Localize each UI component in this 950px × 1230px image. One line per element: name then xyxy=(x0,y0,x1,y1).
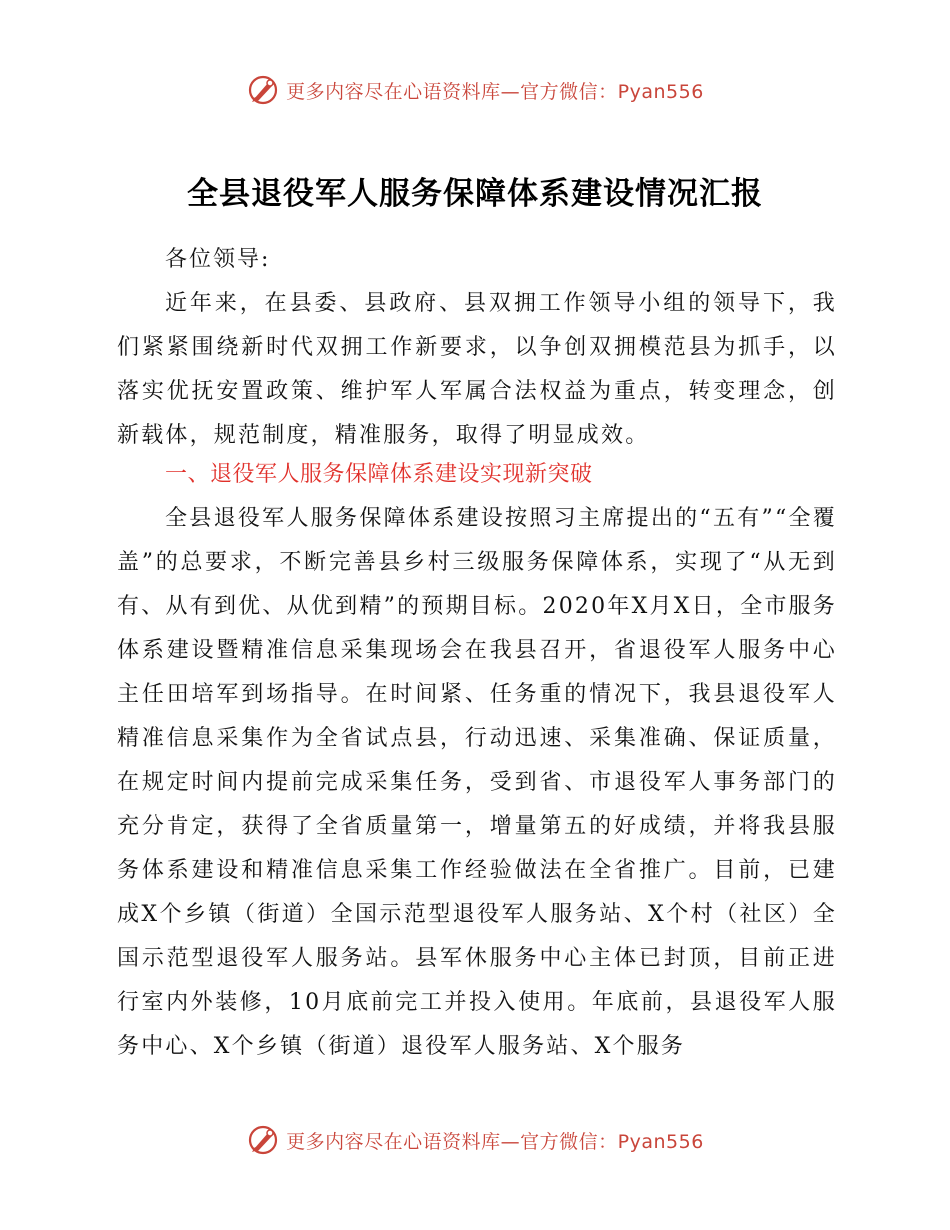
watermark-text: 更多内容尽在心语资料库—官方微信：Pyan556 xyxy=(286,1130,704,1153)
header-watermark xyxy=(0,70,950,110)
section-heading-1: 一、退役军人服务保障体系建设实现新突破 xyxy=(165,462,593,487)
footer-watermark xyxy=(0,1120,950,1160)
watermark-text: 更多内容尽在心语资料库—官方微信：Pyan556 xyxy=(286,80,704,103)
salutation: 各位领导: xyxy=(165,247,271,272)
paragraph-section-1: 全县退役军人服务保障体系建设按照习主席提出的“五有”“全覆盖”的总要求，不断完善县乡村三级服务保障体系，实现了“从无到有、从有到优、从优到精”的预期目标。2020年X月X日，全市服务体系建设暨精准信息采集现场会在我县召开，省退役军人服务中心主任田培军到场指导。在时间紧、任务重的情况下，我县退役军人精准信息采集作为全省试点县，行动迅速、采集准确、保证质量，在规定时间内提前完成采集任务，受到省、市退役军人事务部门的充分肯定，获得了全省质量第一，增量第五的好成绩，并将我县服务体系建设和精准信息采集工作经验做法在全省推广。目前，已建成X个乡镇（街道）全国示范型退役军人服务站、X个村（社区）全国示范型退役军人服务站。县军休服务中心主体已封顶，目前正进行室内外装修，10月底前完工并投入使用。年底前，县退役军人服务中心、X个乡镇（街道）退役军人服务站、X个服务 xyxy=(117,506,837,1059)
paragraph-intro: 近年来，在县委、县政府、县双拥工作领导小组的领导下，我们紧紧围绕新时代双拥工作新要求，以争创双拥模范县为抓手，以落实优抚安置政策、维护军人军属合法权益为重点，转变理念，创新载体，规范制度，精准服务，取得了明显成效。 xyxy=(117,291,837,448)
pen-nib-logo-icon xyxy=(246,73,280,107)
document-title: 全县退役军人服务保障体系建设情况汇报 xyxy=(187,176,763,212)
pen-nib-logo-icon xyxy=(246,1123,280,1157)
